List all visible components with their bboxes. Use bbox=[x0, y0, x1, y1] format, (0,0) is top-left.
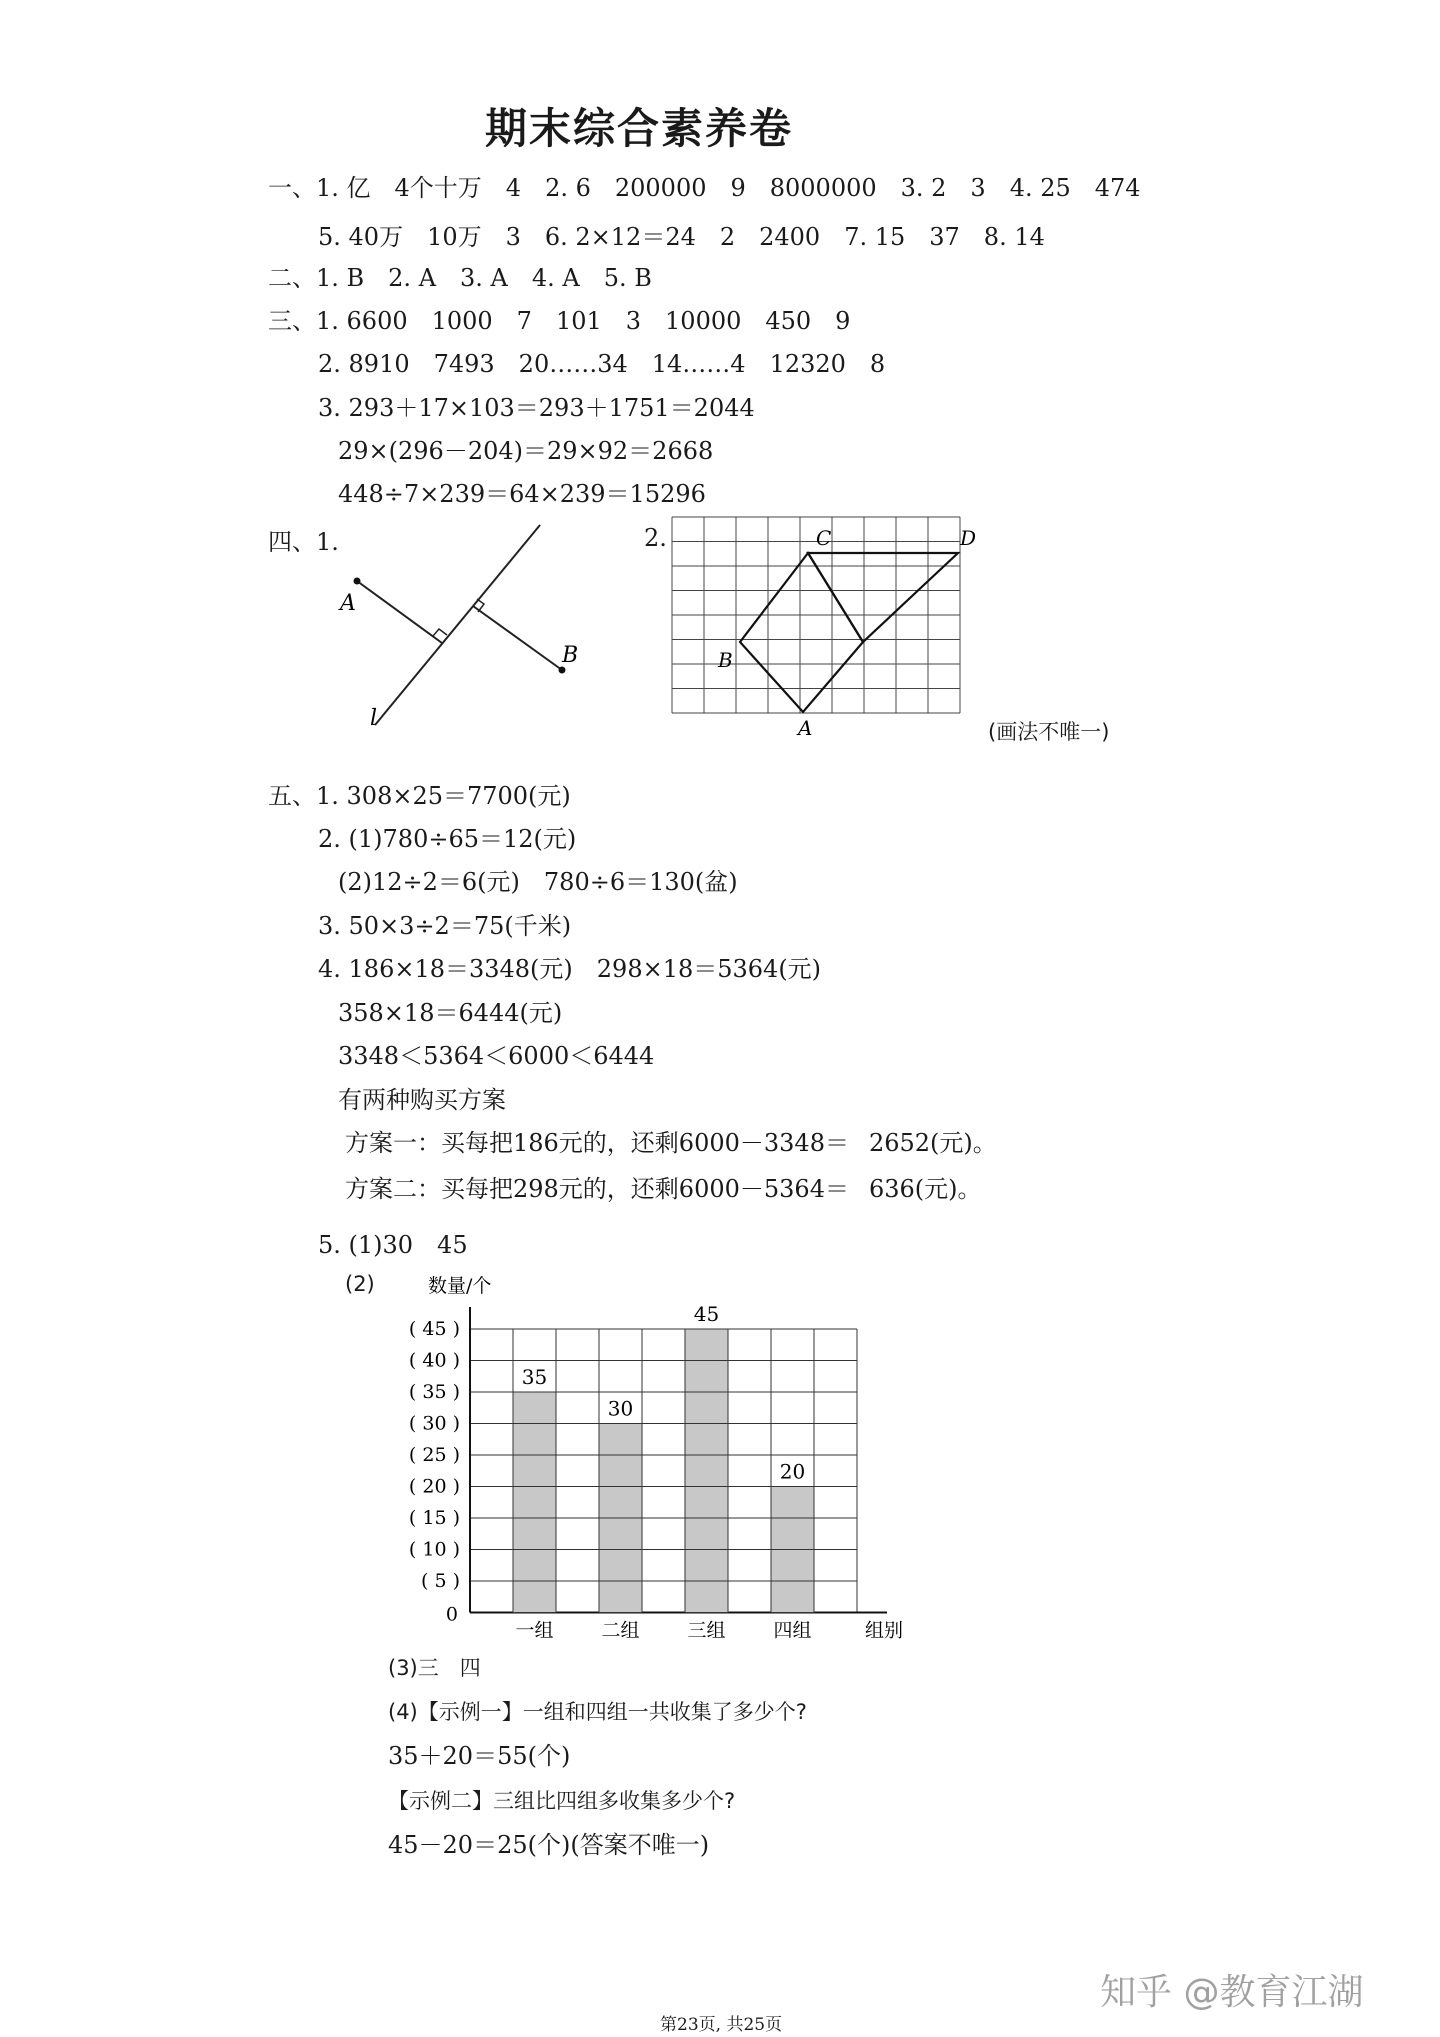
figure-note: (画法不唯一) bbox=[988, 720, 1110, 744]
right-angle-mark-a bbox=[433, 629, 447, 636]
segment-b-to-l bbox=[473, 606, 562, 670]
q1: 五、1. 308×25＝7700(元) bbox=[268, 782, 571, 810]
q5f: 【示例二】三组比四组多收集多少个? bbox=[388, 1789, 736, 1813]
chart-bars bbox=[513, 1329, 814, 1613]
y-tick-label: ( 45 ) bbox=[408, 1318, 460, 1340]
q3: 3. 50×3÷2＝75(千米) bbox=[318, 912, 572, 940]
part4-label-2: 2. bbox=[644, 524, 667, 552]
q5e: 35＋20＝55(个) bbox=[388, 1742, 571, 1770]
part3-row4: 29×(296－204)＝29×92＝2668 bbox=[338, 437, 714, 465]
q4f-answer: 636(元)。 bbox=[868, 1175, 982, 1203]
q2b: (2)12÷2＝6(元) 780÷6＝130(盆) bbox=[338, 868, 738, 896]
q4d: 有两种购买方案 bbox=[338, 1086, 506, 1114]
y-tick-label: ( 25 ) bbox=[408, 1444, 460, 1466]
watermark: 知乎 @教育江湖 bbox=[1100, 1972, 1364, 2013]
bar-data-label: 45 bbox=[693, 1302, 720, 1326]
y-tick-label: ( 5 ) bbox=[421, 1570, 460, 1592]
y-tick-label: ( 30 ) bbox=[408, 1412, 460, 1435]
q4f bbox=[345, 1173, 982, 1205]
q5a: 5. (1)30 45 bbox=[318, 1231, 468, 1259]
point-d-label: D bbox=[960, 526, 977, 550]
y-origin-label: 0 bbox=[445, 1603, 458, 1626]
y-tick-label: ( 40 ) bbox=[408, 1349, 460, 1372]
chart-text bbox=[409, 1275, 903, 1642]
q4e-text: 方案一：买每把186元的，还剩6000－3348＝ bbox=[345, 1129, 849, 1157]
category-label: 二组 bbox=[601, 1619, 640, 1642]
y-tick-label: ( 15 ) bbox=[408, 1507, 460, 1529]
part3-row2: 2. 8910 7493 20……34 14……4 12320 8 bbox=[318, 350, 886, 378]
point-a-label-2: A bbox=[798, 716, 813, 740]
q5d: (4)【示例一】一组和四组一共收集了多少个? bbox=[388, 1700, 807, 1724]
point-a-dot bbox=[354, 578, 361, 585]
part3-row5: 448÷7×239＝64×239＝15296 bbox=[338, 480, 706, 508]
bar-data-label: 35 bbox=[521, 1365, 548, 1389]
part2-row1: 二、1. B 2. A 3. A 4. A 5. B bbox=[268, 264, 652, 292]
perpendicular-figure bbox=[330, 510, 590, 740]
page-footer: 第23页, 共25页 bbox=[660, 2015, 783, 2035]
q4a: 4. 186×18＝3348(元) 298×18＝5364(元) bbox=[318, 955, 822, 983]
q4e-answer: 2652(元)。 bbox=[868, 1129, 997, 1157]
q5g: 45－20＝25(个)(答案不唯一) bbox=[388, 1831, 710, 1859]
category-label: 三组 bbox=[687, 1619, 726, 1642]
category-label: 四组 bbox=[773, 1619, 812, 1642]
bar-chart bbox=[370, 1262, 904, 1642]
x-axis-title: 组别 bbox=[865, 1619, 904, 1642]
q5c: (3)三 四 bbox=[388, 1656, 481, 1680]
q5b: (2) bbox=[345, 1272, 375, 1296]
line-l bbox=[375, 525, 540, 725]
y-tick-label: ( 20 ) bbox=[408, 1475, 460, 1498]
q4c: 3348＜5364＜6000＜6444 bbox=[338, 1042, 655, 1070]
part1-row1: 一、1. 亿 4个十万 4 2. 6 200000 9 8000000 3. 2 3 4. 25 474 bbox=[268, 174, 1141, 202]
q4f-text: 方案二：买每把298元的，还剩6000－5364＝ bbox=[345, 1175, 849, 1203]
page-title: 期末综合素养卷 bbox=[485, 104, 794, 153]
point-b-label-2: B bbox=[718, 648, 733, 672]
category-label: 一组 bbox=[515, 1619, 554, 1642]
point-c-label: C bbox=[816, 526, 832, 550]
line-l-label: l bbox=[370, 706, 378, 731]
q2a: 2. (1)780÷65＝12(元) bbox=[318, 825, 577, 853]
y-axis-title: 数量/个 bbox=[428, 1275, 492, 1297]
q4e bbox=[345, 1127, 997, 1159]
segment-a-to-l bbox=[357, 581, 442, 643]
part1-row2: 5. 40万 10万 3 6. 2×12＝24 2 2400 7. 15 37 8. 14 bbox=[318, 223, 1045, 251]
bar-data-label: 30 bbox=[607, 1396, 634, 1421]
q4b: 358×18＝6444(元) bbox=[338, 999, 563, 1027]
bar bbox=[513, 1392, 556, 1613]
point-a-label: A bbox=[340, 591, 356, 616]
bar-data-label: 20 bbox=[779, 1459, 806, 1484]
y-tick-label: ( 35 ) bbox=[408, 1381, 460, 1403]
part4-label-1: 四、1. bbox=[268, 528, 339, 556]
part3-row3: 3. 293＋17×103＝293＋1751＝2044 bbox=[318, 394, 755, 422]
grid-figure bbox=[670, 515, 977, 755]
y-tick-label: ( 10 ) bbox=[408, 1538, 460, 1561]
point-b-label: B bbox=[562, 643, 579, 668]
part3-row1: 三、1. 6600 1000 7 101 3 10000 450 9 bbox=[268, 307, 851, 335]
bar bbox=[685, 1329, 728, 1613]
